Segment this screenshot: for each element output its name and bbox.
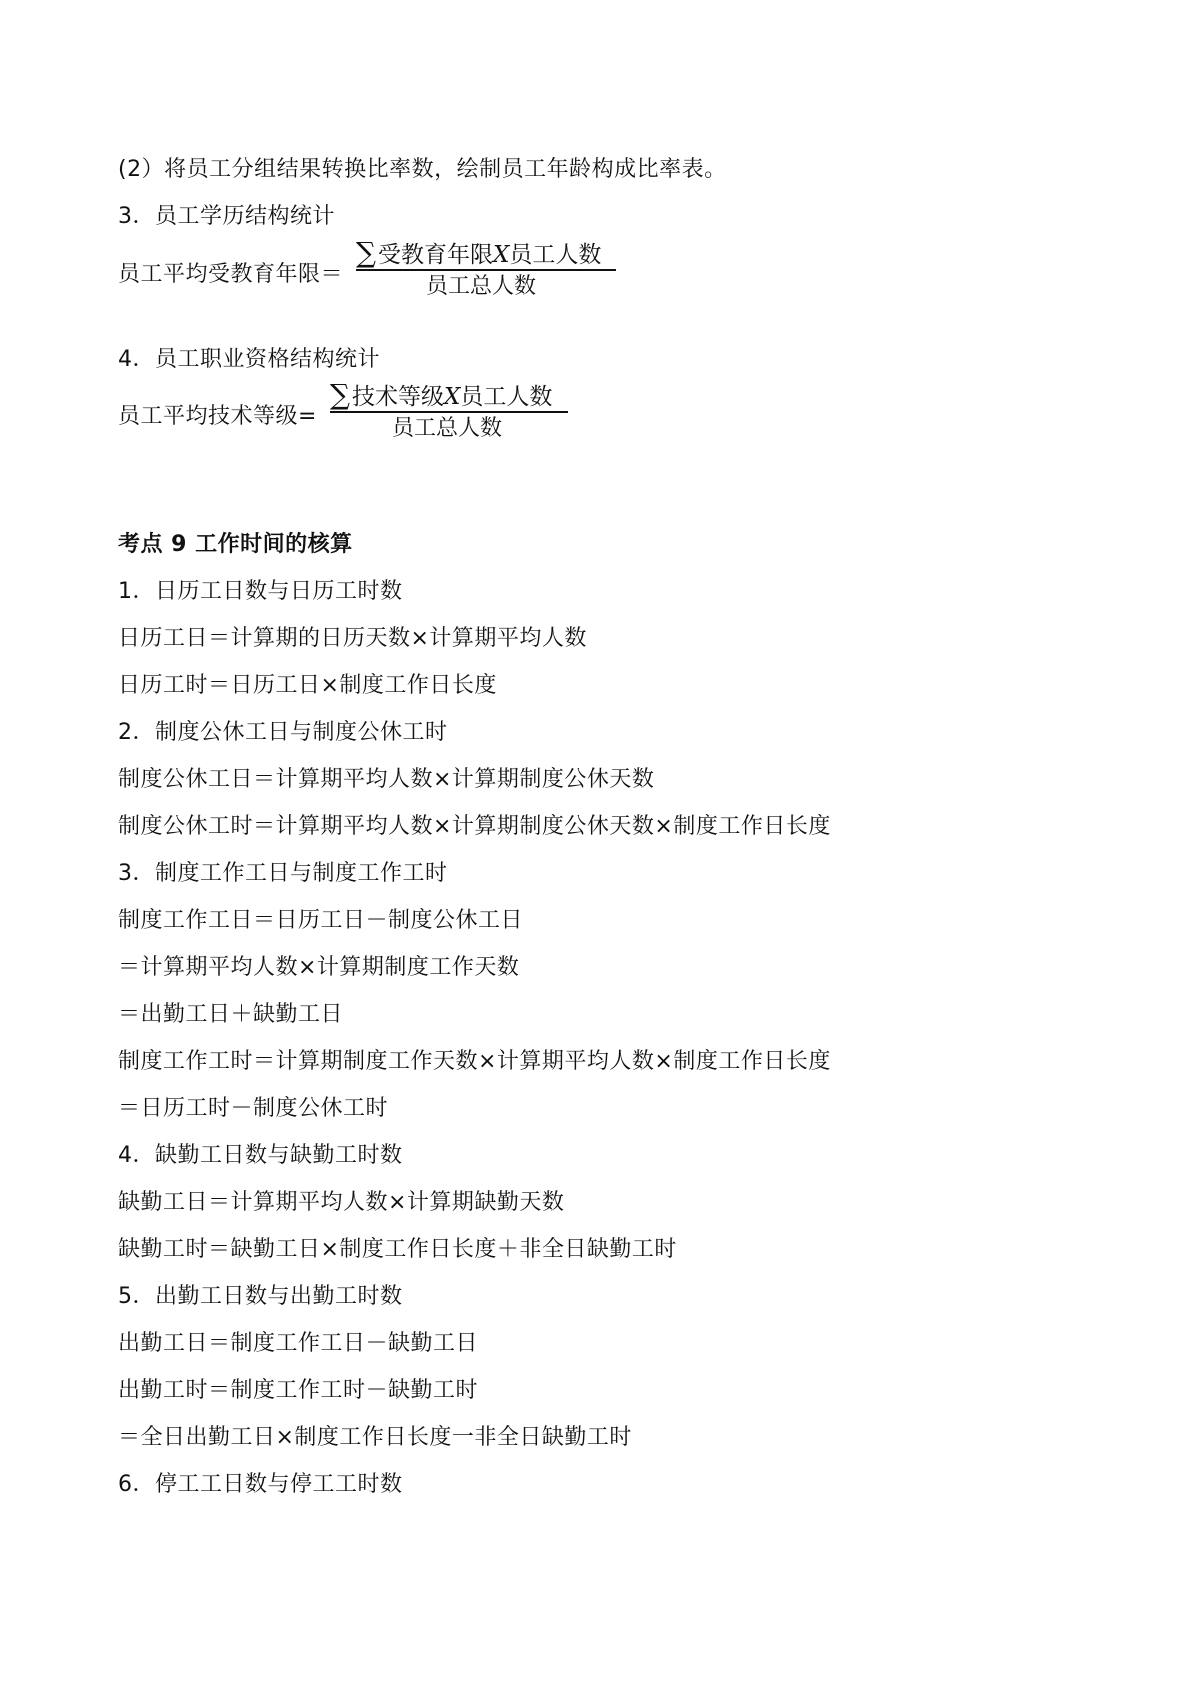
text-line: 5．出勤工日数与出勤工时数 <box>118 1284 403 1309</box>
text-line: 日历工日＝计算期的日历天数×计算期平均人数 <box>118 626 587 651</box>
text-line: 3．制度工作工日与制度工作工时 <box>118 861 448 886</box>
text-line: 3．员工学历结构统计 <box>118 204 335 229</box>
text-line: 出勤工时＝制度工作工时－缺勤工时 <box>118 1378 479 1403</box>
text-line: 日历工时＝日历工日×制度工作日长度 <box>118 673 497 698</box>
text-line: 出勤工日＝制度工作工日－缺勤工日 <box>118 1331 479 1356</box>
numerator-text: 技术等级 <box>352 384 444 410</box>
sum-symbol: ∑ <box>330 378 350 411</box>
text-line: 制度公休工日＝计算期平均人数×计算期制度公休天数 <box>118 767 655 792</box>
text-line: 缺勤工日＝计算期平均人数×计算期缺勤天数 <box>118 1190 565 1215</box>
fraction-bar <box>356 269 616 271</box>
text-line: (2）将员工分组结果转换比率数，绘制员工年龄构成比率表。 <box>118 157 727 182</box>
text-line: 4．员工职业资格结构统计 <box>118 347 380 372</box>
numerator-text: 员工人数 <box>509 242 602 268</box>
formula-tech-level <box>118 380 598 460</box>
text-line: 制度工作工日＝日历工日－制度公休工日 <box>118 908 524 933</box>
text-line: ＝日历工时－制度公休工时 <box>118 1096 389 1121</box>
formula-education-years <box>118 238 638 318</box>
numerator-text: 受教育年限 <box>378 242 493 268</box>
text-line: 制度工作工时＝计算期制度工作天数×计算期平均人数×制度工作日长度 <box>118 1049 831 1074</box>
fraction-numerator <box>356 238 601 270</box>
numerator-variable: X <box>444 384 461 410</box>
text-line: ＝计算期平均人数×计算期制度工作天数 <box>118 955 520 980</box>
text-line: ＝出勤工日＋缺勤工日 <box>118 1002 344 1027</box>
text-line: 缺勤工时＝缺勤工日×制度工作日长度＋非全日缺勤工时 <box>118 1237 677 1262</box>
numerator-variable: X <box>493 242 510 268</box>
text-line: 1．日历工日数与日历工时数 <box>118 579 403 604</box>
formula-lhs: 员工平均受教育年限＝ <box>118 262 344 287</box>
section-heading: 考点 9 工作时间的核算 <box>118 532 353 557</box>
text-line: ＝全日出勤工日×制度工作日长度一非全日缺勤工时 <box>118 1425 632 1450</box>
sum-symbol: ∑ <box>356 236 376 269</box>
fraction-numerator <box>330 380 552 412</box>
text-line: 4．缺勤工日数与缺勤工时数 <box>118 1143 403 1168</box>
fraction-bar <box>330 411 568 413</box>
text-line: 2．制度公休工日与制度公休工时 <box>118 720 448 745</box>
numerator-text: 员工人数 <box>460 384 553 410</box>
fraction-denominator: 员工总人数 <box>392 416 503 441</box>
text-line: 6．停工工日数与停工工时数 <box>118 1472 403 1497</box>
text-line: 制度公休工时＝计算期平均人数×计算期制度公休天数×制度工作日长度 <box>118 814 831 839</box>
formula-lhs: 员工平均技术等级= <box>118 404 317 429</box>
fraction-denominator: 员工总人数 <box>426 274 537 299</box>
